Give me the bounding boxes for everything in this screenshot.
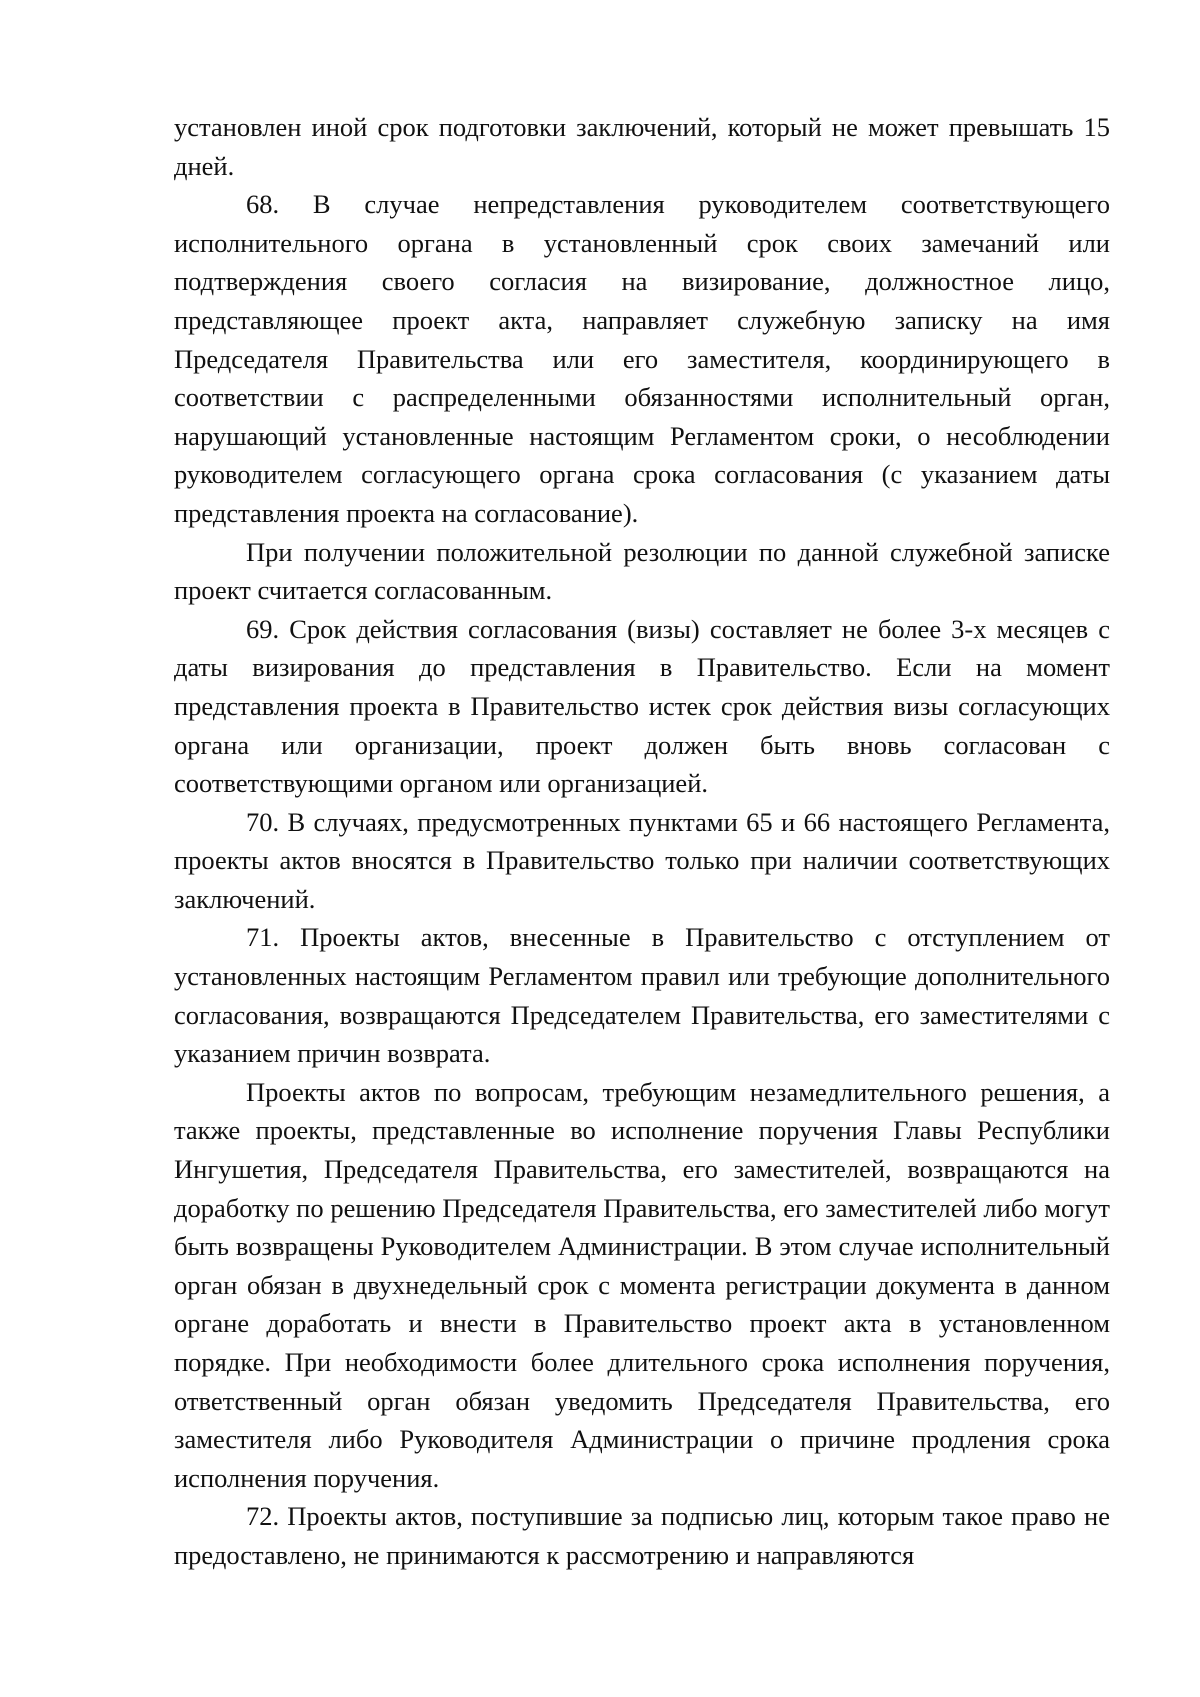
paragraph-item-70: 70. В случаях, предусмотренных пунктами 65 и 66 настоящего Регламента, проекты актов вносятся в Правительство только при наличии соответствующих заключений. xyxy=(174,806,1110,914)
paragraph-continuation: установлен иной срок подготовки заключений, который не может превышать 15 дней. xyxy=(174,112,1110,181)
paragraph-item-72: 72. Проекты актов, поступившие за подписью лиц, которым такое право не предоставлено, не принимаются к рассмотрению и направляются xyxy=(174,1501,1110,1570)
paragraph-item-69: 69. Срок действия согласования (визы) составляет не более 3-х месяцев с даты визирования до представления в Правительство. Если на момент представления проекта в Правительство истек срок действия визы согласующих органа или организации, проект должен быть вновь согласован с соответствующими органом или организацией. xyxy=(174,613,1110,799)
paragraph-item-68: 68. В случае непредставления руководителем соответствующего исполнительного органа в установленный срок своих замечаний или подтверждения своего согласия на визирование, должностное лицо, представляющее проект акта, направляет служебную записку на имя Председателя Правительства или его заместителя, координирующего в соответствии с распределенными обязанностями исполнительный орган, нарушающий установленные настоящим Регламентом сроки, о несоблюдении руководителем согласующего органа срока согласования (с указанием даты представления проекта на согласование). xyxy=(174,189,1110,528)
paragraph-urgent-projects: Проекты актов по вопросам, требующим незамедлительного решения, а также проекты, представленные во исполнение поручения Главы Республики Ингушетия, Председателя Правительства, его заместителей, возвращаются на доработку по решению Председателя Правительства, его заместителей либо могут быть возвращены Руководителем Администрации. В этом случае исполнительный орган обязан в двухнедельный срок с момента регистрации документа в данном органе доработать и внести в Правительство проект акта в установленном порядке. При необходимости более длительного срока исполнения поручения, ответственный орган обязан уведомить Председателя Правительства, его заместителя либо Руководителя Администрации о причине продления срока исполнения поручения. xyxy=(174,1076,1110,1493)
document-body xyxy=(174,108,1110,1575)
paragraph-item-71: 71. Проекты актов, внесенные в Правительство с отступлением от установленных настоящим Регламентом правил или требующие дополнительного согласования, возвращаются Председателем Правительства, его заместителями с указанием причин возврата. xyxy=(174,922,1110,1069)
paragraph-resolution: При получении положительной резолюции по данной служебной записке проект считается согласованным. xyxy=(174,536,1110,606)
